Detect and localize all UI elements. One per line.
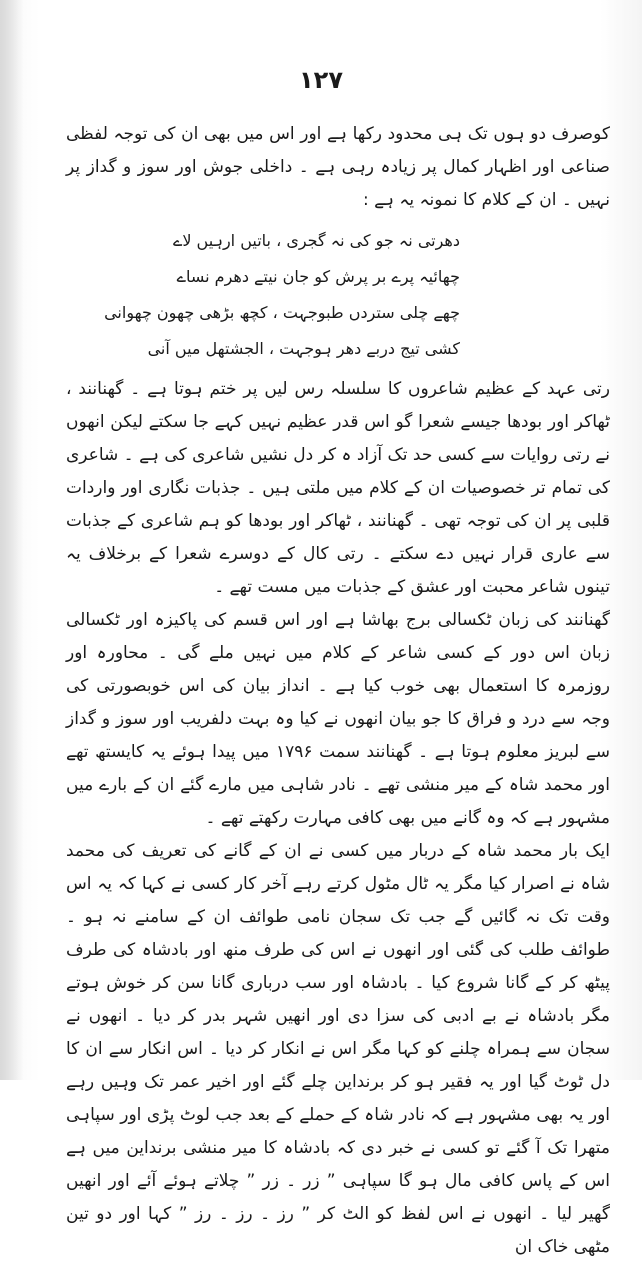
verse-line: کشی تیج دربے دھر ہوجہت ، الجشتھل میں آنی (147, 339, 460, 358)
verse-line: دھرتی نہ جو کی نہ گجری ، باتیں ارہیں لاے (172, 231, 460, 250)
paragraph-ghananand: گھنانند کی زبان ٹکسالی برج بھاشا ہے اور اس قسم کی پاکیزہ اور ٹکسالی زبان اس دور کے کسی شاعر کے کلام میں نہیں ملے گی ۔ محاورہ اور روزمرہ کا استعمال بھی خوب کیا ہے ۔ انداز بیان کی اس خوبصورتی کی وجہ سے درد و فراق کا جو بیان انھوں نے کیا وہ بہت دلفریب اور سوز و گداز سے لبریز معلوم ہوتا ہے ۔ گھنانند سمت ۱۷۹۶ میں پیدا ہوئے یہ کایستھ تھے اور محمد شاہ کے میر منشی تھے ۔ نادر شاہی میں مارے گئے ان کے بارے میں مشہور ہے کہ وہ گانے میں بھی کافی مہارت رکھتے تھے ۔ (66, 610, 610, 828)
paragraph-intro: کوصرف دو ہوں تک ہی محدود رکھا ہے اور اس میں بھی ان کی توجہ لفظی صناعی اور اظہار کمال پر زیادہ رہی ہے ۔ داخلی جوش اور سوز و گداز پر نہیں ۔ ان کے کلام کا نمونہ یہ ہے : (66, 124, 610, 210)
page-number: ۱۲۷ (299, 66, 343, 94)
paragraph-anecdote: ایک بار محمد شاہ کے دربار میں کسی نے ان کے گانے کی تعریف کی محمد شاہ نے اصرار کیا مگر یہ ٹال مٹول کرتے رہے آخر کار کسی نے کہا کہ یہ اس وقت تک نہ گائیں گے جب تک سجان نامی طوائف ان کے سامنے نہ ہو ۔ طوائف طلب کی گئی اور انھوں نے اس کی طرف منھ اور بادشاہ کی طرف پیٹھ کر کے گانا شروع کیا ۔ بادشاہ اور سب درباری گانا سن کر خوش ہوتے مگر بادشاہ نے بے ادبی کی سزا دی اور انھیں شہر بدر کر دیا ۔ انھوں نے سجان سے ہمراہ چلنے کو کہا مگر اس نے انکار کر دیا ۔ اس انکار سے ان کا دل ٹوٹ گیا اور یہ فقیر ہو کر برنداین چلے گئے اور اخیر عمر تک وہیں رہے اور یہ بھی مشہور ہے کہ نادر شاہ کے حملے کے بعد جب لوٹ پڑی اور سپاہی متھرا تک آ گئے تو کسی نے خبر دی کہ بادشاہ کا میر منشی برنداین میں ہے اس کے پاس کافی مال ہو گا سپاہی ” زر ۔ زر ” چلاتے ہوئے آئے اور انھیں گھیر لیا ۔ انھوں نے اس لفظ کو الٹ کر ” رز ۔ رز ۔ رز ” کہا اور دو تین مٹھی خاک ان (66, 841, 610, 1257)
verse-line: چھائیہ پرے بر پرش کو جان نیتے دھرم نساے (176, 267, 460, 286)
scan-shadow (0, 0, 24, 1080)
verse-line: چھے چلی ستردں طبوجہت ، کچھ بڑھی چھون چھوانی (104, 303, 460, 322)
verse-block (66, 223, 610, 367)
paragraph-poets: رتی عہد کے عظیم شاعروں کا سلسلہ رس لیں پر ختم ہوتا ہے ۔ گھنانند ، ٹھاکر اور بودھا جیسے شعرا گو اس قدر عظیم نہیں کہے جا سکتے لیکن انھوں نے رتی روایات سے کسی حد تک آزاد ہ کر دل نشیں شاعری کی ہے ۔ شاعری کی تمام تر خصوصیات ان کے کلام میں ملتی ہیں ۔ جذبات نگاری اور واردات قلبی پر ان کی توجہ تھی ۔ گھنانند ، ٹھاکر اور بودھا کو ہم شاعری کے جذبات سے عاری قرار نہیں دے سکتے ۔ رتی کال کے دوسرے شعرا کے برخلاف یہ تینوں شاعر محبت اور عشق کے جذبات میں مست تھے ۔ (66, 379, 610, 597)
page-body (66, 118, 610, 1264)
